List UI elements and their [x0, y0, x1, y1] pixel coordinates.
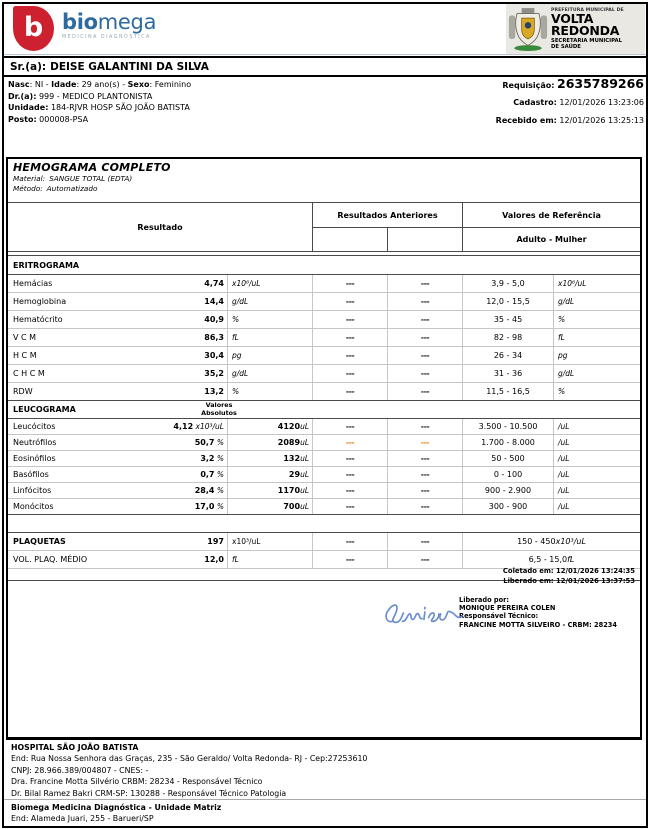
table-row — [8, 533, 640, 551]
result-value: 13,2 — [204, 387, 224, 396]
table-row — [8, 467, 640, 483]
result-unit: g/dL — [232, 297, 249, 306]
unit-cell — [227, 329, 312, 346]
ref-unit-text: /uL — [558, 502, 570, 511]
patient-name: DEISE GALANTINI DA SILVA — [50, 60, 209, 73]
table-row — [8, 451, 640, 467]
result-value-group — [195, 502, 224, 511]
section-title: LEUCOGRAMA — [13, 405, 76, 414]
reference-unit — [553, 499, 640, 514]
previous-result: --- — [312, 467, 387, 482]
brand-tagline: MEDICINA DIAGNÓSTICA — [62, 35, 151, 40]
collection-dates — [503, 567, 635, 587]
section-title: ERITROGRAMA — [13, 260, 80, 270]
table-row — [8, 275, 640, 293]
analyte-name: H C M — [13, 351, 37, 360]
previous-result: --- — [312, 435, 387, 450]
absolute-unit: uL — [300, 438, 309, 447]
results-section — [8, 255, 640, 401]
patient-name-label: Sr.(a): — [10, 60, 47, 73]
ref-unit-text: /uL — [558, 422, 570, 431]
ref-unit-text: fL — [558, 333, 565, 342]
ref-unit-text: /uL — [558, 454, 570, 463]
previous-result: --- — [387, 533, 462, 550]
secretaria-line2: DE SAÚDE — [551, 43, 581, 50]
absolute-unit: uL — [300, 470, 309, 479]
release-line: MONIQUE PEREIRA COLEN — [459, 604, 556, 613]
footer-biomega — [11, 802, 642, 825]
analyte-name: RDW — [13, 387, 33, 396]
result-unit: % — [214, 502, 224, 511]
footer-line: End: Alameda Juari, 255 - Barueri/SP — [11, 814, 154, 824]
liberado-line: Liberado em: 12/01/2026 13:37:53 — [503, 576, 635, 585]
volta-redonda-crest-icon — [508, 6, 548, 52]
footer-line: HOSPITAL SÃO JOÃO BATISTA — [11, 743, 139, 752]
header-sub-row — [312, 228, 640, 251]
analyte-name: Eosinófilos — [13, 454, 56, 463]
result-value: 28,4 — [194, 486, 215, 495]
absolute-unit: uL — [300, 454, 309, 463]
ref-unit-text: % — [558, 315, 566, 324]
result-value-group — [204, 315, 224, 324]
reference-range: 26 - 34 — [462, 347, 553, 364]
result-unit: x10⁶/uL — [232, 279, 261, 288]
previous-result: --- — [387, 499, 462, 514]
unit-cell — [227, 435, 312, 450]
section-header — [8, 256, 640, 275]
result-unit: x10³/uL — [232, 537, 261, 546]
unit-cell — [227, 311, 312, 328]
analyte-name: Monócitos — [13, 502, 54, 511]
signature-icon — [381, 593, 465, 631]
patient-detail-line: Posto: 000008-PSA — [8, 114, 89, 124]
reference-range: 150 - 450 x10³/uL — [462, 533, 640, 550]
result-unit: % — [214, 470, 224, 479]
previous-result: --- — [387, 293, 462, 310]
patient-name-bar — [2, 56, 648, 77]
previous-result: --- — [312, 419, 387, 434]
result-value: 197 — [207, 537, 224, 546]
result-value: 12,0 — [204, 555, 224, 564]
previous-col-1 — [312, 228, 387, 251]
unit-cell — [227, 275, 312, 292]
reference-range: 3.500 - 10.500 — [462, 419, 553, 434]
footer-line: Dr. Bilal Ramez Bakri CRM-SP: 130288 - Responsável Técnico Patologia — [11, 788, 287, 798]
table-row — [8, 499, 640, 514]
absolute-value: 1170 — [277, 486, 301, 495]
metodo-label: Método: — [13, 183, 43, 193]
absolute-value: 132 — [283, 454, 301, 463]
reference-unit: fL — [567, 555, 575, 564]
cadastro-line — [513, 98, 644, 107]
result-value: 4,74 — [204, 279, 224, 288]
result-unit: x10³/uL — [193, 422, 224, 431]
result-unit: pg — [232, 351, 242, 360]
previous-result: --- — [387, 551, 462, 568]
reference-range: 300 - 900 — [462, 499, 553, 514]
result-unit: % — [232, 315, 240, 324]
footer-line: End: Rua Nossa Senhora das Graças, 235 - São Geraldo/ Volta Redonda- RJ - Cep:27253610 — [11, 754, 368, 764]
biomega-wordmark — [62, 12, 156, 40]
unit-cell — [227, 365, 312, 382]
absolute-unit: uL — [300, 502, 309, 511]
result-cell — [8, 483, 227, 498]
previous-result: --- — [387, 365, 462, 382]
ref-unit-text: % — [558, 387, 566, 396]
previous-result: --- — [312, 499, 387, 514]
reference-range: 50 - 500 — [462, 451, 553, 466]
biomega-drop-icon — [13, 6, 54, 51]
result-value-group — [204, 555, 224, 564]
biomega-name — [62, 12, 156, 33]
result-unit: % — [214, 454, 224, 463]
requisition-number: 2635789266 — [557, 76, 644, 91]
reference-unit — [553, 467, 640, 482]
previous-result: --- — [312, 293, 387, 310]
result-value-group — [195, 438, 224, 447]
result-value: 50,7 — [194, 438, 215, 447]
reference-range: 12,0 - 15,5 — [462, 293, 553, 310]
reference-range: 3,9 - 5,0 — [462, 275, 553, 292]
previous-result: --- — [387, 483, 462, 498]
previous-result: --- — [387, 467, 462, 482]
previous-result: --- — [387, 275, 462, 292]
result-value: 4,12 — [173, 422, 194, 431]
reference-range: 900 - 2.900 — [462, 483, 553, 498]
result-cell — [8, 499, 227, 514]
reference-unit — [553, 419, 640, 434]
metodo-value: Automatizado — [46, 183, 98, 193]
result-value-group — [204, 387, 224, 396]
column-header-resultado: Resultado — [137, 222, 183, 232]
header-right-group — [312, 203, 640, 251]
analyte-name: Hematócrito — [13, 315, 63, 324]
table-row — [8, 329, 640, 347]
unit-cell — [227, 483, 312, 498]
result-unit: fL — [232, 333, 239, 342]
brand-bio: bio — [62, 10, 98, 34]
result-cell — [8, 467, 227, 482]
result-unit: fL — [232, 555, 239, 564]
ref-unit-text: pg — [558, 351, 568, 360]
recebido-value: 12/01/2026 13:25:13 — [559, 116, 644, 125]
ref-unit-text: g/dL — [558, 297, 575, 306]
patient-detail-line: Nasc: NI - Idade: 29 ano(s) - Sexo: Feminino — [8, 80, 192, 89]
report-box — [6, 157, 642, 740]
previous-result: --- — [312, 551, 387, 568]
biomega-logo — [13, 6, 156, 51]
reference-unit — [553, 293, 640, 310]
result-cell — [8, 275, 227, 292]
ref-unit-text: g/dL — [558, 369, 575, 378]
reference-unit — [553, 275, 640, 292]
unit-cell — [227, 347, 312, 364]
table-row — [8, 365, 640, 383]
previous-result: --- — [312, 533, 387, 550]
absolute-values-header: Valores Absolutos — [201, 401, 237, 417]
patient-detail-line: Unidade: 184-RJVR HOSP SÃO JOÃO BATISTA — [8, 103, 190, 112]
result-unit: % — [214, 438, 224, 447]
reference-range: 35 - 45 — [462, 311, 553, 328]
table-row — [8, 311, 640, 329]
city-name-redonda: REDONDA — [551, 22, 620, 38]
result-value-group — [204, 351, 224, 360]
result-value: 0,7 — [200, 470, 215, 479]
table-row — [8, 483, 640, 499]
reference-range: 31 - 36 — [462, 365, 553, 382]
result-value-group — [173, 422, 224, 431]
result-value-group — [207, 537, 224, 546]
results-header — [8, 202, 640, 252]
recebido-label: Recebido em: — [495, 116, 557, 125]
absolute-value: 29 — [288, 470, 301, 479]
reference-range: 11,5 - 16,5 — [462, 383, 553, 400]
analyte-name: Leucócitos — [13, 422, 56, 431]
absolute-unit: uL — [300, 486, 309, 495]
reference-unit — [553, 383, 640, 400]
cadastro-value: 12/01/2026 13:23:06 — [559, 98, 644, 107]
section-header — [8, 401, 640, 419]
result-value-group — [204, 369, 224, 378]
result-value-group — [200, 454, 224, 463]
brand-mega: mega — [97, 10, 157, 34]
result-value-group — [204, 333, 224, 342]
exam-header — [13, 161, 171, 193]
city-name-volta: VOLTA — [551, 11, 594, 27]
ref-unit-text: x10⁶/uL — [558, 279, 587, 288]
results-table — [8, 202, 640, 581]
metodo-line — [13, 184, 171, 194]
result-cell — [8, 347, 227, 364]
unit-cell — [227, 451, 312, 466]
result-value-group — [195, 486, 224, 495]
result-cell — [8, 551, 227, 568]
reference-unit — [553, 451, 640, 466]
reference-unit — [553, 311, 640, 328]
unit-cell — [227, 383, 312, 400]
reference-range: 82 - 98 — [462, 329, 553, 346]
footer-line: Dra. Francine Motta Silvério CRBM: 28234 - Responsável Técnico — [11, 777, 263, 787]
result-cell — [8, 435, 227, 450]
release-block — [381, 596, 635, 631]
result-value: 14,4 — [204, 297, 224, 306]
prefeitura-block — [506, 3, 645, 55]
footer-line: Biomega Medicina Diagnóstica - Unidade Matriz — [11, 803, 222, 812]
reference-unit — [553, 365, 640, 382]
unit-cell — [227, 533, 312, 550]
results-section — [8, 401, 640, 515]
absolute-value: 2089 — [277, 438, 301, 447]
result-value: 30,4 — [204, 351, 224, 360]
result-cell — [8, 383, 227, 400]
analyte-name: V C M — [13, 333, 37, 342]
previous-result: --- — [387, 435, 462, 450]
previous-result: --- — [387, 329, 462, 346]
release-line: FRANCINE MOTTA SILVEIRO - CRBM: 28234 — [459, 620, 617, 629]
analyte-name: Hemácias — [13, 279, 53, 288]
previous-result: --- — [312, 311, 387, 328]
reference-range: 1.700 - 8.000 — [462, 435, 553, 450]
secretaria-line1: SECRETARIA MUNICIPAL — [551, 37, 623, 44]
result-cell — [8, 533, 227, 550]
results-body — [8, 255, 640, 581]
release-line: Liberado por: — [459, 596, 510, 604]
result-cell — [8, 419, 227, 434]
reference-unit: x10³/uL — [555, 537, 586, 546]
coletado-line: Coletado em: 12/01/2026 13:24:35 — [502, 567, 635, 575]
previous-result: --- — [387, 311, 462, 328]
result-value: 17,0 — [194, 502, 215, 511]
prefeitura-title: PREFEITURA MUNICIPAL DE — [551, 8, 624, 14]
prefeitura-text — [551, 8, 624, 50]
table-row — [8, 435, 640, 451]
requisition-line — [502, 76, 644, 91]
ref-unit-text: /uL — [558, 470, 570, 479]
result-cell — [8, 293, 227, 310]
absolute-unit: uL — [300, 422, 309, 431]
reference-unit — [553, 435, 640, 450]
analyte-name: Hemoglobina — [13, 297, 67, 306]
footer-hospital — [11, 742, 642, 799]
previous-result: --- — [387, 451, 462, 466]
result-value: 3,2 — [200, 454, 215, 463]
table-row — [8, 383, 640, 400]
result-value: 86,3 — [204, 333, 224, 342]
previous-result: --- — [312, 383, 387, 400]
previous-result: --- — [312, 483, 387, 498]
reference-unit — [553, 483, 640, 498]
analyte-name: C H C M — [13, 369, 45, 378]
table-row — [8, 419, 640, 435]
previous-result: --- — [312, 347, 387, 364]
patient-detail-line: Dr.(a): 999 - MEDICO PLANTONISTA — [8, 91, 153, 101]
previous-result: --- — [387, 383, 462, 400]
footer-line: CNPJ: 28.966.389/004807 - CNES: - — [11, 765, 149, 775]
analyte-name: PLAQUETAS — [13, 537, 66, 546]
results-section — [8, 532, 640, 569]
previous-result: --- — [312, 275, 387, 292]
unit-cell — [227, 551, 312, 568]
unit-cell — [227, 419, 312, 434]
result-value-group — [204, 297, 224, 306]
absolute-value: 700 — [283, 502, 301, 511]
previous-col-2 — [387, 228, 462, 251]
result-cell — [8, 311, 227, 328]
previous-result: --- — [312, 365, 387, 382]
material-value: SANGUE TOTAL (EDTA) — [49, 174, 133, 183]
result-value: 35,2 — [204, 369, 224, 378]
header-divider — [3, 54, 647, 55]
result-unit: g/dL — [232, 369, 249, 378]
result-unit: % — [232, 387, 240, 396]
cadastro-label: Cadastro: — [513, 98, 557, 107]
ref-unit-text: /uL — [558, 438, 570, 447]
table-row — [8, 347, 640, 365]
unit-cell — [227, 293, 312, 310]
requisition-label: Requisição: — [502, 81, 555, 90]
column-header-adulto-mulher: Adulto - Mulher — [462, 228, 640, 251]
reference-range: 0 - 100 — [462, 467, 553, 482]
release-line: Responsável Técnico: — [459, 612, 539, 621]
footer-divider — [4, 799, 646, 800]
results-empty-row — [8, 515, 640, 532]
column-header-resultados-anteriores: Resultados Anteriores — [312, 203, 462, 227]
result-cell — [8, 365, 227, 382]
table-row — [8, 293, 640, 311]
previous-result: --- — [387, 419, 462, 434]
material-line — [13, 174, 171, 184]
patient-details — [8, 79, 191, 125]
material-label: Material: — [13, 174, 46, 183]
reference-unit — [553, 329, 640, 346]
previous-result: --- — [312, 451, 387, 466]
release-lines — [459, 596, 635, 629]
result-value: 40,9 — [204, 315, 224, 324]
reference-unit — [553, 347, 640, 364]
unit-cell — [227, 499, 312, 514]
reference-range: 6,5 - 15,0 fL — [462, 551, 640, 568]
header-top-row — [312, 203, 640, 228]
result-cell — [8, 451, 227, 466]
previous-result: --- — [312, 329, 387, 346]
analyte-name: VOL. PLAQ. MÉDIO — [13, 555, 88, 564]
column-header-valores-referencia: Valores de Referência — [462, 203, 640, 227]
recebido-line — [496, 116, 644, 125]
previous-result: --- — [387, 347, 462, 364]
ref-unit-text: /uL — [558, 486, 570, 495]
unit-cell — [227, 467, 312, 482]
analyte-name: Basófilos — [13, 470, 49, 479]
absolute-value: 4120 — [277, 422, 301, 431]
drop-letter: b — [23, 11, 44, 43]
analyte-name: Neutrófilos — [13, 438, 57, 447]
analyte-name: Linfócitos — [13, 486, 52, 495]
result-value-group — [204, 279, 224, 288]
exam-title: HEMOGRAMA COMPLETO — [13, 161, 171, 174]
result-value-group — [200, 470, 224, 479]
result-unit: % — [214, 486, 224, 495]
result-cell — [8, 329, 227, 346]
